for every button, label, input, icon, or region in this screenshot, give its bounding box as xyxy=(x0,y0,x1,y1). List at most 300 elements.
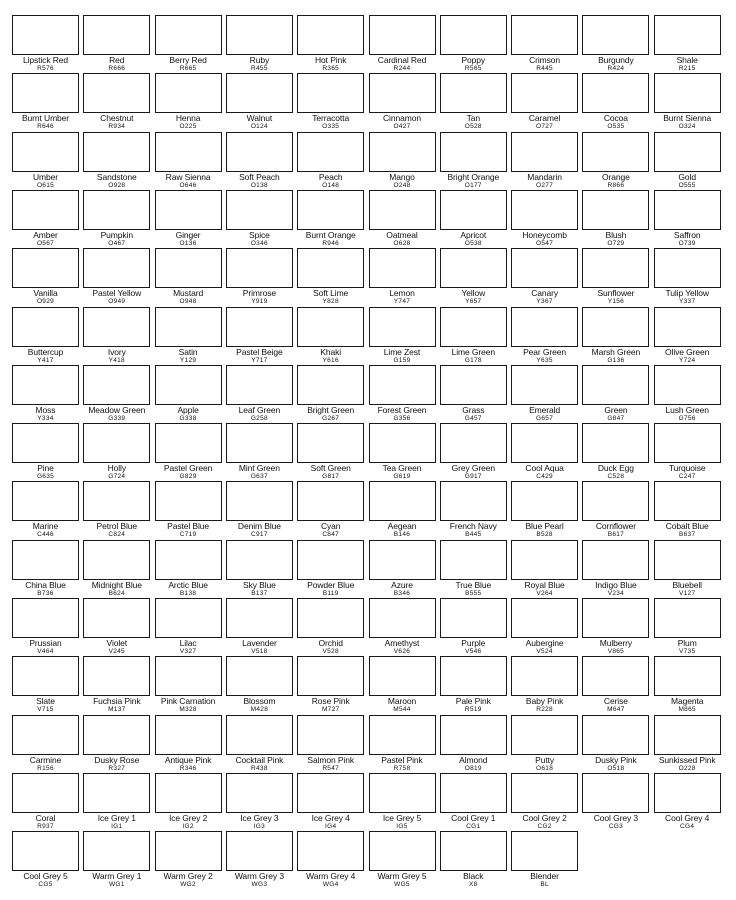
colour-name: Violet xyxy=(106,638,128,648)
colour-swatch-box xyxy=(297,831,364,871)
colour-swatch-item xyxy=(582,248,649,306)
colour-code: B119 xyxy=(322,589,339,597)
colour-name: Orchid xyxy=(318,638,343,648)
colour-swatch-box xyxy=(155,481,222,521)
colour-swatch-box xyxy=(582,715,649,755)
colour-code: R156 xyxy=(37,764,54,772)
colour-code: CG5 xyxy=(38,881,53,889)
colour-code: O535 xyxy=(607,123,625,131)
colour-swatch-item xyxy=(12,598,79,656)
colour-swatch-box xyxy=(297,307,364,347)
colour-name: Warm Grey 2 xyxy=(163,871,213,882)
colour-swatch-box xyxy=(582,656,649,696)
colour-swatch-item xyxy=(440,15,507,73)
colour-swatch-box xyxy=(582,598,649,638)
colour-code: V735 xyxy=(678,648,696,655)
colour-swatch-box xyxy=(297,190,364,230)
colour-name: Carmine xyxy=(29,754,62,765)
colour-name: Blossom xyxy=(243,696,276,707)
colour-code: O729 xyxy=(607,239,625,247)
colour-name: Mustard xyxy=(173,288,204,299)
colour-swatch-box xyxy=(582,540,649,580)
colour-code: V127 xyxy=(678,589,696,597)
colour-swatch-box xyxy=(83,540,150,580)
colour-swatch-item xyxy=(440,831,507,889)
colour-code: O528 xyxy=(464,123,482,131)
colour-name: Green xyxy=(604,404,628,415)
colour-code: O225 xyxy=(179,123,197,131)
colour-swatch-item xyxy=(582,423,649,481)
colour-swatch-box xyxy=(155,248,222,288)
colour-name: Sandstone xyxy=(96,171,137,182)
colour-swatch-item xyxy=(155,831,222,889)
colour-code: R346 xyxy=(179,764,197,772)
colour-swatch-box xyxy=(369,132,436,172)
colour-name: Bluebell xyxy=(672,579,702,590)
colour-swatch-item xyxy=(440,248,507,306)
colour-swatch-box xyxy=(226,715,293,755)
colour-name: Red xyxy=(109,55,125,65)
colour-swatch-item xyxy=(155,715,222,773)
colour-code: R866 xyxy=(607,181,625,189)
colour-code: G136 xyxy=(607,356,625,364)
colour-name: Ice Grey 5 xyxy=(382,812,422,823)
colour-swatch-item xyxy=(511,656,578,714)
colour-name: Turquoise xyxy=(668,463,706,474)
colour-swatch-item xyxy=(511,481,578,539)
colour-name: Honeycomb xyxy=(522,229,567,240)
colour-swatch-box xyxy=(83,365,150,405)
colour-code: G657 xyxy=(536,414,554,422)
colour-swatch-box xyxy=(297,132,364,172)
colour-swatch-box xyxy=(511,423,578,463)
colour-code: C847 xyxy=(322,531,340,539)
colour-swatch-item xyxy=(155,540,222,598)
colour-swatch-box xyxy=(654,773,721,813)
colour-swatch-item xyxy=(440,715,507,773)
colour-code: R215 xyxy=(678,65,696,72)
colour-name: Cerise xyxy=(603,696,628,707)
colour-name: Azure xyxy=(391,579,413,590)
colour-code: R438 xyxy=(251,764,268,772)
colour-swatch-item xyxy=(226,190,293,248)
colour-name: Warm Grey 1 xyxy=(92,871,142,882)
colour-swatch-item xyxy=(511,365,578,423)
colour-swatch-box xyxy=(654,73,721,113)
colour-swatch-box xyxy=(12,773,79,813)
colour-name: Mango xyxy=(389,171,415,182)
colour-swatch-item xyxy=(582,132,649,190)
colour-swatch-box xyxy=(12,598,79,638)
colour-name: Buttercup xyxy=(27,346,64,357)
colour-swatch-item xyxy=(12,73,79,131)
colour-name: Lavender xyxy=(242,638,277,648)
colour-name: Vanilla xyxy=(33,288,58,299)
colour-code: WG1 xyxy=(108,881,125,889)
colour-swatch-item xyxy=(297,481,364,539)
colour-swatch-box xyxy=(155,15,222,55)
colour-swatch-item xyxy=(226,132,293,190)
colour-code: O567 xyxy=(36,239,55,247)
colour-code: R565 xyxy=(464,65,482,72)
colour-name: Lipstick Red xyxy=(22,55,69,65)
colour-swatch-item xyxy=(83,73,150,131)
colour-code: G756 xyxy=(678,414,696,422)
colour-swatch-box xyxy=(83,831,150,871)
colour-swatch-item xyxy=(83,15,150,73)
colour-name: Umber xyxy=(32,171,58,182)
colour-code: CG1 xyxy=(466,822,481,830)
colour-swatch-box xyxy=(155,656,222,696)
colour-name: Magenta xyxy=(670,696,704,707)
colour-name: Cool Grey 5 xyxy=(23,871,68,882)
colour-name: Hot Pink xyxy=(315,55,347,65)
colour-swatch-item xyxy=(582,73,649,131)
colour-name: Primrose xyxy=(242,288,276,299)
colour-swatch-box xyxy=(297,540,364,580)
colour-name: Amethyst xyxy=(384,638,420,648)
colour-name: Apricot xyxy=(460,229,487,240)
colour-swatch-item xyxy=(654,773,721,831)
colour-swatch-box xyxy=(12,307,79,347)
colour-code: R365 xyxy=(322,65,340,72)
colour-name: Mint Green xyxy=(238,463,280,474)
colour-code: V245 xyxy=(108,648,125,655)
colour-swatch-box xyxy=(511,15,578,55)
colour-code: X8 xyxy=(469,881,478,889)
colour-code: R455 xyxy=(251,65,268,72)
colour-name: Poppy xyxy=(461,55,486,65)
colour-name: Sunkissed Pink xyxy=(658,754,716,765)
colour-swatch-item xyxy=(226,773,293,831)
colour-swatch-box xyxy=(226,190,293,230)
colour-swatch-box xyxy=(297,715,364,755)
colour-code: BL xyxy=(540,881,549,889)
colour-code: B617 xyxy=(607,531,625,539)
colour-swatch-box xyxy=(226,248,293,288)
colour-swatch-box xyxy=(582,73,649,113)
colour-code: Y156 xyxy=(607,298,625,306)
colour-name: Royal Blue xyxy=(524,579,565,590)
colour-name: Pastel Beige xyxy=(236,346,283,357)
colour-swatch-item xyxy=(297,656,364,714)
colour-swatch-box xyxy=(83,307,150,347)
colour-code: O138 xyxy=(250,181,268,189)
colour-name: Black xyxy=(463,871,484,882)
colour-code: R665 xyxy=(179,65,197,72)
colour-swatch-box xyxy=(440,773,507,813)
colour-swatch-box xyxy=(440,481,507,521)
colour-code: O547 xyxy=(536,239,554,247)
colour-code: Y828 xyxy=(322,298,339,306)
colour-name: Grass xyxy=(462,404,485,415)
colour-name: Bright Green xyxy=(307,404,355,415)
colour-code: V528 xyxy=(322,648,339,655)
colour-swatch-box xyxy=(226,73,293,113)
colour-swatch-box xyxy=(83,598,150,638)
colour-code: O618 xyxy=(536,764,554,772)
colour-name: Grey Green xyxy=(451,463,495,474)
colour-name: Ice Grey 4 xyxy=(311,812,350,823)
colour-code: V626 xyxy=(393,648,411,655)
colour-swatch-box xyxy=(83,15,150,55)
colour-swatch-box xyxy=(12,423,79,463)
colour-code: CG4 xyxy=(680,822,695,830)
colour-swatch-item xyxy=(83,715,150,773)
colour-swatch-item xyxy=(369,423,436,481)
colour-swatch-item xyxy=(226,715,293,773)
colour-name: Rose Pink xyxy=(311,696,350,707)
colour-name: Ice Grey 3 xyxy=(240,812,279,823)
colour-swatch-item xyxy=(511,307,578,365)
colour-name: Burnt Sienna xyxy=(663,113,712,124)
colour-name: Lime Green xyxy=(451,346,495,357)
colour-swatch-item xyxy=(369,656,436,714)
colour-code: WG4 xyxy=(322,881,339,889)
colour-code: IG5 xyxy=(396,822,408,830)
colour-swatch-item xyxy=(511,598,578,656)
colour-code: C824 xyxy=(108,531,126,539)
colour-swatch-box xyxy=(155,423,222,463)
colour-swatch-box xyxy=(440,132,507,172)
colour-code: R576 xyxy=(37,65,54,72)
colour-name: Warm Grey 3 xyxy=(234,871,284,882)
colour-code: G635 xyxy=(36,473,55,481)
colour-swatch-box xyxy=(654,248,721,288)
colour-swatch-box xyxy=(369,540,436,580)
colour-swatch-item xyxy=(83,248,150,306)
colour-code: Y635 xyxy=(536,356,553,364)
colour-swatch-box xyxy=(582,15,649,55)
colour-swatch-item xyxy=(12,540,79,598)
colour-name: Apple xyxy=(177,404,199,415)
colour-swatch-box xyxy=(582,423,649,463)
colour-name: Pine xyxy=(37,463,54,474)
colour-name: Plum xyxy=(677,638,697,648)
colour-name: Bright Orange xyxy=(447,171,500,182)
colour-swatch-box xyxy=(369,423,436,463)
colour-code: G817 xyxy=(322,473,340,481)
colour-name: Soft Peach xyxy=(239,171,280,182)
colour-name: Salmon Pink xyxy=(307,754,354,765)
colour-swatch-box xyxy=(511,715,578,755)
colour-name: Marine xyxy=(32,521,59,532)
colour-swatch-item xyxy=(297,73,364,131)
colour-name: Cinnamon xyxy=(383,113,421,124)
colour-swatch-item xyxy=(440,73,507,131)
colour-code: R547 xyxy=(322,764,340,772)
colour-code: Y747 xyxy=(393,298,411,306)
colour-swatch-box xyxy=(155,307,222,347)
colour-swatch-box xyxy=(226,831,293,871)
colour-name: Ice Grey 2 xyxy=(168,812,208,823)
colour-swatch-box xyxy=(12,540,79,580)
colour-name: Putty xyxy=(535,754,555,765)
colour-swatch-item xyxy=(511,773,578,831)
colour-code: R937 xyxy=(37,822,54,830)
colour-swatch-box xyxy=(226,481,293,521)
colour-swatch-item xyxy=(83,540,150,598)
colour-swatch-box xyxy=(369,598,436,638)
colour-swatch-box xyxy=(83,656,150,696)
colour-name: Dusky Rose xyxy=(94,754,140,765)
colour-code: O248 xyxy=(393,181,411,189)
colour-swatch-item xyxy=(297,715,364,773)
colour-code: O928 xyxy=(108,181,126,189)
colour-name: Purple xyxy=(461,638,486,648)
colour-name: Holly xyxy=(107,463,126,474)
colour-code: V464 xyxy=(37,648,54,655)
colour-code: M137 xyxy=(108,706,126,714)
colour-swatch-box xyxy=(155,73,222,113)
colour-swatch-box xyxy=(511,831,578,871)
colour-swatch-item xyxy=(369,540,436,598)
colour-code: IG4 xyxy=(324,822,337,830)
colour-swatch-item xyxy=(83,481,150,539)
colour-code: C429 xyxy=(536,473,553,481)
colour-code: R934 xyxy=(108,123,126,131)
colour-name: Cool Grey 3 xyxy=(593,812,639,823)
colour-swatch-item xyxy=(369,365,436,423)
colour-code: O727 xyxy=(536,123,554,131)
colour-name: Denim Blue xyxy=(237,521,281,532)
colour-swatch-box xyxy=(440,540,507,580)
colour-swatch-box xyxy=(155,773,222,813)
colour-name: Pastel Blue xyxy=(167,521,210,532)
colour-name: Tulip Yellow xyxy=(665,288,709,299)
colour-swatch-box xyxy=(654,132,721,172)
colour-swatch-item xyxy=(440,307,507,365)
colour-swatch-item xyxy=(297,307,364,365)
colour-code: Y657 xyxy=(465,298,482,306)
colour-name: Tan xyxy=(466,113,480,124)
colour-name: Saffron xyxy=(673,229,701,240)
colour-name: Moss xyxy=(35,404,56,415)
colour-swatch-item xyxy=(582,773,649,831)
colour-code: G178 xyxy=(464,356,482,364)
colour-code: R445 xyxy=(536,65,553,72)
colour-name: Aubergine xyxy=(525,638,564,648)
colour-code: B528 xyxy=(536,531,553,539)
colour-swatch-box xyxy=(440,656,507,696)
colour-swatch-item xyxy=(369,481,436,539)
colour-name: Cyan xyxy=(320,521,341,532)
colour-swatch-item xyxy=(582,715,649,773)
colour-swatch-item xyxy=(511,15,578,73)
colour-name: Khaki xyxy=(320,346,342,357)
colour-code: B624 xyxy=(108,589,125,597)
colour-code: V264 xyxy=(536,589,553,597)
colour-name: Blue Pearl xyxy=(525,521,564,532)
colour-swatch-box xyxy=(12,656,79,696)
colour-name: Sky Blue xyxy=(243,579,276,590)
colour-code: O277 xyxy=(536,181,554,189)
colour-swatch-box xyxy=(226,15,293,55)
colour-swatch-box xyxy=(511,481,578,521)
colour-code: WG2 xyxy=(180,881,196,889)
colour-code: R946 xyxy=(322,239,340,247)
colour-swatch-box xyxy=(155,365,222,405)
colour-swatch-item xyxy=(440,773,507,831)
colour-swatch-item xyxy=(226,365,293,423)
colour-swatch-box xyxy=(155,132,222,172)
colour-code: IG3 xyxy=(253,822,266,830)
colour-swatch-box xyxy=(226,132,293,172)
colour-code: R519 xyxy=(464,706,482,714)
colour-name: Aegean xyxy=(387,521,417,532)
colour-swatch-item xyxy=(654,656,721,714)
colour-swatch-item xyxy=(155,481,222,539)
colour-swatch-item xyxy=(369,307,436,365)
colour-swatch-item xyxy=(155,598,222,656)
colour-swatch-item xyxy=(297,248,364,306)
colour-swatch-item xyxy=(582,190,649,248)
colour-code: C528 xyxy=(607,473,625,481)
colour-code: Y334 xyxy=(37,414,54,422)
colour-swatch-item xyxy=(297,598,364,656)
colour-code: M328 xyxy=(179,706,197,714)
colour-name: Satin xyxy=(178,346,198,357)
colour-swatch-item xyxy=(226,656,293,714)
colour-name: Soft Lime xyxy=(313,288,349,299)
colour-name: Olive Green xyxy=(665,346,710,357)
colour-swatch-box xyxy=(440,423,507,463)
colour-name: Pale Pink xyxy=(455,696,491,707)
colour-swatch-box xyxy=(12,132,79,172)
colour-swatch-item xyxy=(226,423,293,481)
colour-code: G457 xyxy=(464,414,482,422)
colour-code: CG3 xyxy=(608,822,624,830)
colour-code: R424 xyxy=(607,65,625,72)
colour-swatch-box xyxy=(12,73,79,113)
colour-swatch-box xyxy=(440,365,507,405)
colour-swatch-box xyxy=(654,715,721,755)
colour-swatch-box xyxy=(155,715,222,755)
colour-name: Meadow Green xyxy=(88,404,146,415)
colour-swatch-box xyxy=(83,73,150,113)
colour-swatch-item xyxy=(297,423,364,481)
colour-name: Canary xyxy=(531,288,558,299)
colour-swatch-item xyxy=(155,248,222,306)
colour-name: Ginger xyxy=(175,229,201,240)
colour-swatch-item xyxy=(155,73,222,131)
colour-swatch-box xyxy=(582,365,649,405)
colour-code: O739 xyxy=(678,239,696,247)
colour-swatch-item xyxy=(226,831,293,889)
colour-swatch-item xyxy=(654,132,721,190)
colour-swatch-item xyxy=(369,248,436,306)
colour-swatch-item xyxy=(83,307,150,365)
colour-name: Powder Blue xyxy=(307,579,355,590)
colour-swatch-box xyxy=(511,307,578,347)
colour-name: Sunflower xyxy=(597,288,635,299)
colour-name: Soft Green xyxy=(310,463,351,474)
colour-name: Burgundy xyxy=(598,55,634,65)
colour-swatch-box xyxy=(12,190,79,230)
colour-code: O148 xyxy=(322,181,340,189)
colour-swatch-item xyxy=(12,481,79,539)
colour-swatch-item xyxy=(12,365,79,423)
colour-code: O427 xyxy=(393,123,411,131)
colour-name: Indigo Blue xyxy=(595,579,637,590)
colour-code: O538 xyxy=(464,239,482,247)
colour-name: Fuchsia Pink xyxy=(93,696,141,707)
colour-swatch-item xyxy=(297,831,364,889)
colour-code: V518 xyxy=(251,648,268,655)
colour-code: R646 xyxy=(37,123,54,131)
colour-code: O335 xyxy=(322,123,340,131)
colour-code: O819 xyxy=(464,764,482,772)
